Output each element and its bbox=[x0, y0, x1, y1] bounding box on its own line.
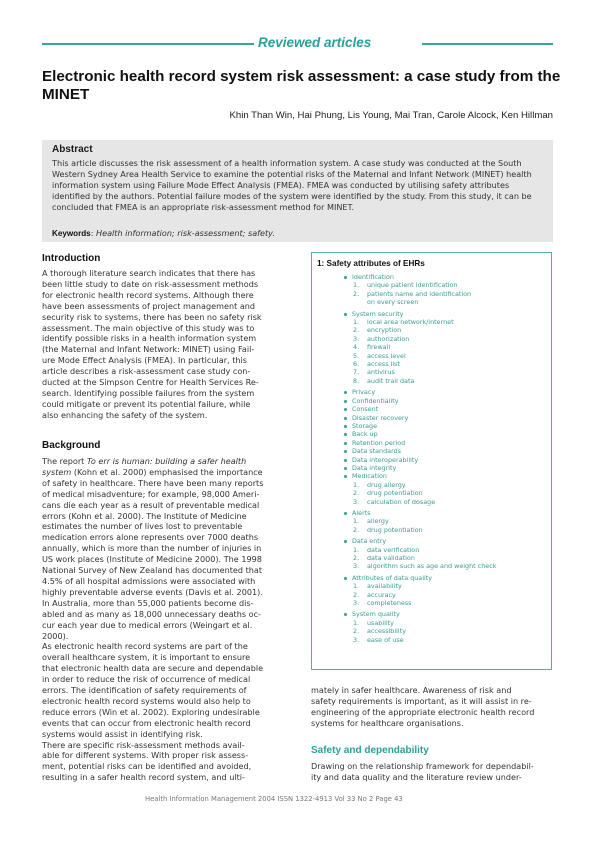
attribute-item: 7. antivirus bbox=[353, 368, 395, 377]
attribute-category: Data entry bbox=[343, 537, 548, 545]
attribute-item: 6. access list bbox=[353, 360, 400, 369]
continuation-line: safety requirements is important, as it will assist in re- bbox=[311, 695, 532, 706]
introduction-line: search. Identifying possible failures from the system bbox=[42, 387, 255, 398]
attribute-item: 3. calculation of dosage bbox=[353, 497, 436, 506]
background-line: resulting in a safer health record system, and ulti- bbox=[42, 772, 245, 783]
attribute-category: System quality bbox=[343, 610, 548, 618]
continuation-line: engineering of the appropriate electronic health record bbox=[311, 706, 535, 717]
introduction-line: been little study to date on risk-assessment methods bbox=[42, 278, 259, 289]
background-line: National Survey of New Zealand has documented that bbox=[42, 565, 263, 576]
attribute-category: Privacy bbox=[343, 388, 548, 396]
section-label: Reviewed articles bbox=[258, 35, 372, 50]
introduction-line: identify possible risks in a health information system bbox=[42, 333, 257, 344]
background-heading: Background bbox=[42, 440, 101, 451]
bullet-icon bbox=[344, 442, 347, 445]
bullet-icon bbox=[344, 425, 347, 428]
continuation-paragraph bbox=[311, 685, 553, 729]
bullet-icon bbox=[344, 475, 347, 478]
bullet-icon bbox=[344, 467, 347, 470]
introduction-line: for electronic health record systems. Although there bbox=[42, 289, 254, 300]
bullet-icon bbox=[344, 433, 347, 436]
attribute-category: Confidentiality bbox=[343, 397, 548, 405]
attribute-category: Identification bbox=[343, 273, 548, 281]
introduction-line: ure Mode Effect Analysis (FMEA). In particular, this bbox=[42, 355, 247, 366]
article-title: Electronic health record system risk assessment: a case study from the MINET bbox=[42, 68, 561, 103]
introduction-paragraph bbox=[42, 268, 284, 421]
background-line: As electronic health record systems are part of the bbox=[42, 641, 248, 652]
attribute-category: Consent bbox=[343, 405, 548, 413]
bullet-icon bbox=[344, 577, 347, 580]
bullet-icon bbox=[344, 400, 347, 403]
background-line: cur each year due to medical errors (Weingart et al. bbox=[42, 619, 253, 630]
abstract-text: This article discusses the risk assessment of a health information system. A case study was conducted at the South Western Sydney Area Health Service to examine the potential risks of the Maternal and Infant Network (MINET) health information system using Failure Mode Effect Analysis (FMEA). FMEA was conducted by utilising safety attributes identified by the authors. Potential failure modes of the system were identified by the study. From this study, it can be concluded that FMEA is an appropriate risk-assessment method for MINET. bbox=[52, 158, 532, 213]
background-line: US work places (Institute of Medicine 2000). The 1998 bbox=[42, 554, 262, 565]
safety-attributes-box bbox=[311, 252, 552, 670]
introduction-heading: Introduction bbox=[42, 253, 101, 264]
attribute-item: 2. drug potentiation bbox=[353, 525, 423, 534]
safety-dependability-heading: Safety and dependability bbox=[311, 745, 429, 756]
attribute-item: 4. firewall bbox=[353, 343, 391, 352]
bullet-icon bbox=[344, 276, 347, 279]
header-rule-right bbox=[422, 43, 553, 45]
introduction-line: also enhancing the safety of the system. bbox=[42, 409, 208, 420]
introduction-line: A thorough literature search indicates that there has bbox=[42, 268, 256, 278]
background-line: systems would assist in identifying risk. bbox=[42, 728, 203, 739]
keywords-line: Keywords: Health information; risk-assessment; safety. bbox=[52, 228, 275, 238]
attribute-item: 2. encryption bbox=[353, 326, 402, 335]
background-line: that electronic health data are secure and dependable bbox=[42, 663, 264, 674]
attribute-item: on every screen bbox=[367, 298, 419, 307]
introduction-line: security risk to systems, there has been no safety risk bbox=[42, 311, 262, 322]
header-rule-left bbox=[42, 43, 254, 45]
background-line: The report To err is human: building a safer health bbox=[42, 456, 247, 466]
attribute-item: 5. access level bbox=[353, 351, 406, 360]
attribute-item: 1. usability bbox=[353, 618, 394, 627]
background-line: errors. The identification of safety requirements of bbox=[42, 685, 247, 696]
background-line: medication errors alone represents over 7000 deaths bbox=[42, 532, 259, 543]
background-line: abled and as many as 18,000 unnecessary deaths oc- bbox=[42, 608, 261, 619]
background-line: 2000). bbox=[42, 630, 69, 641]
abstract-box bbox=[42, 140, 553, 242]
background-line: ment, potential risks can be identified and avoided, bbox=[42, 761, 252, 772]
introduction-line: could mitigate or prevent its potential failure, while bbox=[42, 398, 251, 409]
safety-line: ity and data quality and the literature review under- bbox=[311, 771, 522, 782]
introduction-line: article describes a risk-assessment case study con- bbox=[42, 366, 251, 377]
attribute-item: 1. allergy bbox=[353, 517, 389, 526]
attribute-item: 2. accuracy bbox=[353, 590, 396, 599]
safety-attributes-list bbox=[343, 273, 548, 647]
bullet-icon bbox=[344, 450, 347, 453]
author-list: Khin Than Win, Hai Phung, Lis Young, Mai Tran, Carole Alcock, Ken Hillman bbox=[229, 110, 553, 121]
background-line: reduce errors (Win et al. 2002). Exploring undesirable bbox=[42, 706, 260, 717]
keywords-text: Health information; risk-assessment; safety. bbox=[96, 228, 275, 238]
safety-line: Drawing on the relationship framework for dependabil- bbox=[311, 761, 534, 771]
bullet-icon bbox=[344, 613, 347, 616]
background-line: events that can occur from electronic health record bbox=[42, 717, 251, 728]
background-line: highly preventable adverse events (Davis et al. 2001). bbox=[42, 586, 263, 597]
introduction-line: assessment. The main objective of this study was to bbox=[42, 322, 255, 333]
attribute-category: System security bbox=[343, 310, 548, 318]
background-line: of medical misadventure; for example, 98,000 Ameri- bbox=[42, 488, 260, 499]
attribute-category: Data standards bbox=[343, 447, 548, 455]
keywords-label: Keywords bbox=[52, 229, 91, 238]
bullet-icon bbox=[344, 540, 347, 543]
background-line: of safety in healthcare. There have been many reports bbox=[42, 477, 264, 488]
bullet-icon bbox=[344, 512, 347, 515]
background-line: There are specific risk-assessment methods avail- bbox=[42, 739, 245, 750]
continuation-line: mately in safer healthcare. Awareness of risk and bbox=[311, 685, 512, 695]
bullet-icon bbox=[344, 459, 347, 462]
background-line: in order to reduce the risk of occurrence of medical bbox=[42, 674, 251, 685]
attribute-item: 1. availability bbox=[353, 582, 402, 591]
background-line: estimates the number of lives lost to preventable bbox=[42, 521, 243, 532]
attribute-category: Data interoperability bbox=[343, 456, 548, 464]
bullet-icon bbox=[344, 391, 347, 394]
attribute-category: Attributes of data quality bbox=[343, 574, 548, 582]
background-line: overall healthcare system, it is important to ensure bbox=[42, 652, 251, 663]
attribute-category: Medication bbox=[343, 472, 548, 480]
attribute-category: Back up bbox=[343, 430, 548, 438]
attribute-item: 2. data validation bbox=[353, 554, 415, 562]
attribute-category: Retention period bbox=[343, 439, 548, 447]
attribute-item: 3. completeness bbox=[353, 599, 412, 608]
background-line: cans die each year as a result of preventable medical bbox=[42, 499, 260, 510]
attribute-category: Alerts bbox=[343, 509, 548, 517]
background-paragraph bbox=[42, 456, 284, 783]
background-line: In Australia, more than 55,000 patients become dis- bbox=[42, 597, 254, 608]
background-line: able for different systems. With proper risk assess- bbox=[42, 750, 249, 761]
attribute-item: 1. unique patient identification bbox=[353, 281, 458, 290]
introduction-line: (the Maternal and Infant Network: MINET) using Fail- bbox=[42, 344, 255, 355]
safety-dependability-paragraph bbox=[311, 761, 553, 783]
attribute-item: 1. data verification bbox=[353, 545, 420, 554]
bullet-icon bbox=[344, 408, 347, 411]
abstract-heading: Abstract bbox=[52, 144, 93, 155]
sidebar-title: 1: Safety attributes of EHRs bbox=[317, 259, 425, 268]
page-footer: Health Information Management 2004 ISSN 1322-4913 Vol 33 No 2 Page 43 bbox=[145, 795, 403, 803]
bullet-icon bbox=[344, 417, 347, 420]
section-header bbox=[42, 34, 553, 54]
continuation-line: systems for healthcare organisations. bbox=[311, 717, 464, 728]
attribute-item: 1. drug allergy bbox=[353, 480, 406, 489]
background-line: system (Kohn et al. 2000) emphasised the importance bbox=[42, 466, 263, 477]
background-line: electronic health record systems would also help to bbox=[42, 695, 251, 706]
attribute-item: 2. drug potentiation bbox=[353, 489, 423, 498]
introduction-line: have been assessments of project management and bbox=[42, 300, 256, 311]
bullet-icon bbox=[344, 313, 347, 316]
attribute-item: 2. patients name and identification bbox=[353, 289, 472, 298]
attribute-category: Disaster recovery bbox=[343, 414, 548, 422]
attribute-category: Storage bbox=[343, 422, 548, 430]
attribute-item: 2. accessibility bbox=[353, 627, 406, 636]
attribute-item: 3. authorization bbox=[353, 334, 410, 343]
attribute-item: 1. local area network/internet bbox=[353, 318, 454, 327]
background-line: 4.5% of all hospital admissions were associated with bbox=[42, 575, 256, 586]
background-line: annually, which is more than the number of injuries in bbox=[42, 543, 262, 554]
background-line: errors (Kohn et al. 2000). The Institute of Medicine bbox=[42, 510, 247, 521]
introduction-line: ducted at the Simpson Centre for Health Services Re- bbox=[42, 377, 259, 388]
attribute-item: 8. audit trail data bbox=[353, 376, 415, 385]
attribute-category: Data integrity bbox=[343, 464, 548, 472]
attribute-item: 3. ease of use bbox=[353, 635, 404, 644]
attribute-item: 3. algorithm such as age and weight check bbox=[353, 562, 497, 571]
